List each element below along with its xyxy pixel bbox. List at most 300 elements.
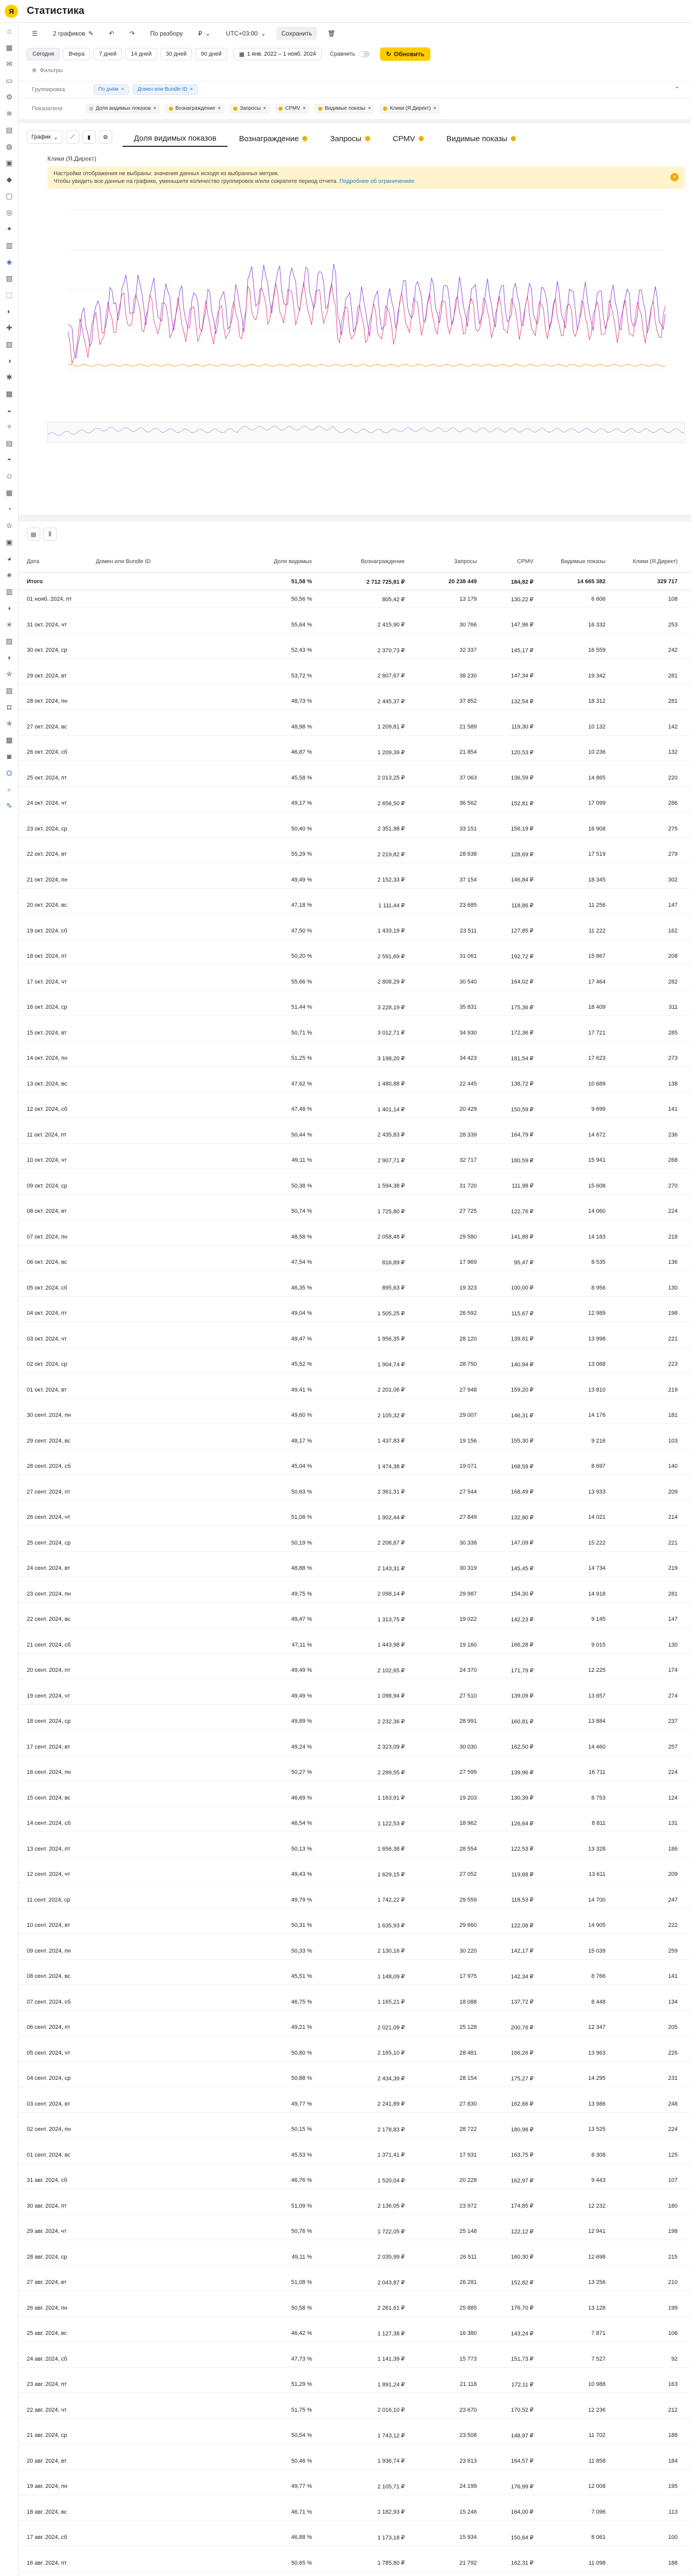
cell-cpmv: 152,82 ₽ <box>511 2279 533 2286</box>
cell-requests: 26 511 <box>460 2253 477 2260</box>
cell-cpmv: 159,20 ₽ <box>511 1387 533 1393</box>
cell-share: 51,25 % <box>291 1055 312 1061</box>
cell-date: 21 окт. 2024, пн <box>27 876 67 883</box>
cell-reward: 3 198,20 ₽ <box>377 1055 405 1062</box>
sidebar-nav-icon[interactable]: ▥ <box>6 587 13 596</box>
column-header[interactable]: Домен или Bundle ID <box>96 558 151 565</box>
table-row <box>19 2554 691 2572</box>
sidebar-nav-icon[interactable]: ✬ <box>6 570 12 579</box>
cell-cpmv: 147,34 ₽ <box>511 673 533 679</box>
metric-chip[interactable] <box>315 104 375 114</box>
column-header[interactable]: Доля видимых <box>273 558 312 565</box>
cell-clicks: 311 <box>668 1004 678 1010</box>
cell-reward: 1 148,09 ₽ <box>377 1973 405 1980</box>
sidebar-nav-icon[interactable]: ▦ <box>6 488 13 497</box>
cell-clicks: 224 <box>668 1769 678 1775</box>
sidebar-nav-icon[interactable]: ▩ <box>6 735 13 744</box>
cell-views: 13 611 <box>589 1871 606 1877</box>
cell-cpmv: 180,98 ₽ <box>511 2126 533 2133</box>
refresh-button[interactable] <box>380 47 430 61</box>
table-row <box>19 1738 691 1756</box>
sidebar-nav-icon[interactable]: ✯ <box>6 719 12 727</box>
cell-date: 29 сент. 2024, вс <box>27 1437 71 1444</box>
cell-requests: 21 118 <box>460 2381 477 2387</box>
sidebar-nav-icon[interactable]: ◙ <box>7 752 12 760</box>
date-range-label: 1 янв. 2022 – 1 нояб. 2024 <box>247 51 316 57</box>
cell-requests: 38 230 <box>459 672 477 679</box>
sidebar-nav-icon[interactable]: ▥ <box>6 241 13 249</box>
cell-cpmv: 154,30 ₽ <box>511 1591 533 1597</box>
cell-views: 10 236 <box>588 749 606 755</box>
cell-date: 19 авг. 2024, пн <box>27 2483 67 2489</box>
sidebar-nav-icon[interactable]: ◍ <box>6 142 13 150</box>
sidebar-nav-icon[interactable]: ✧ <box>6 422 12 431</box>
sidebar-nav-icon[interactable]: ▣ <box>6 158 13 167</box>
cell-share: 49,60 % <box>291 1412 312 1418</box>
sidebar-nav-icon[interactable]: ✚ <box>6 323 12 332</box>
partition-selector[interactable] <box>145 27 188 40</box>
cell-share: 47,11 % <box>291 1641 312 1648</box>
cell-reward: 2 013,25 ₽ <box>377 775 405 781</box>
sidebar-nav-icon[interactable]: ✫ <box>6 521 12 530</box>
table-row <box>19 2146 691 2164</box>
cell-clicks: 195 <box>668 2483 678 2489</box>
columns-button[interactable] <box>43 528 57 541</box>
timezone-selector[interactable] <box>221 27 271 40</box>
sidebar-nav-icon[interactable]: ▣ <box>6 537 13 546</box>
cell-cpmv: 192,72 ₽ <box>511 953 533 960</box>
cell-cpmv: 171,79 ₽ <box>511 1667 533 1674</box>
sidebar-nav-icon[interactable]: ◓ <box>7 455 12 464</box>
sidebar-nav-icon[interactable]: ⚙ <box>6 92 13 101</box>
cell-reward: 2 323,09 ₽ <box>377 1744 405 1750</box>
cell-views: 8 811 <box>592 1820 606 1826</box>
cell-views: 13 525 <box>588 2126 606 2132</box>
cell-requests: 18 088 <box>459 1998 477 2005</box>
close-icon[interactable]: × <box>189 87 193 92</box>
cell-date: 28 сент. 2024, сб <box>27 1463 71 1469</box>
cell-views: 16 711 <box>589 1769 606 1775</box>
period-button[interactable]: 90 дней <box>195 48 227 60</box>
cell-share: 51,44 % <box>291 1004 312 1010</box>
sidebar-nav-icon[interactable]: ◎ <box>6 208 13 216</box>
cell-views: 10 689 <box>588 1080 606 1087</box>
sidebar-nav-icon[interactable]: ◘ <box>7 703 12 711</box>
sidebar-nav-icon[interactable]: ✉ <box>6 59 12 68</box>
save-button[interactable]: Сохранить <box>276 27 317 40</box>
period-button[interactable]: 30 дней <box>160 48 192 60</box>
cell-date: 18 авг. 2024, вс <box>27 2509 67 2515</box>
cell-requests: 16 380 <box>459 2330 477 2336</box>
cell-share: 47,62 % <box>291 1080 312 1087</box>
cell-clicks: 131 <box>668 1820 678 1826</box>
close-icon[interactable]: × <box>263 106 266 111</box>
sidebar-nav-icon[interactable]: ▢ <box>6 191 13 200</box>
chart-navigator[interactable] <box>47 422 685 443</box>
cell-share: 48,58 % <box>291 1233 312 1240</box>
compare-toggle[interactable] <box>358 51 370 57</box>
column-header[interactable]: CPMV <box>517 558 533 565</box>
cell-requests: 17 975 <box>459 1973 477 1979</box>
cell-date: 02 сент. 2024, пн <box>27 2126 71 2132</box>
cell-views: 12 236 <box>588 2406 606 2413</box>
chart-tab[interactable] <box>382 130 435 147</box>
cell-date: 07 сент. 2024, сб <box>27 1998 71 2005</box>
table-row <box>19 2095 691 2113</box>
cell-views: 11 222 <box>589 927 606 934</box>
navigator-line <box>48 426 684 436</box>
chart-tab[interactable] <box>123 130 228 147</box>
cell-clicks: 285 <box>668 1029 678 1036</box>
redo-button[interactable] <box>125 27 140 40</box>
metric-chip[interactable] <box>230 104 270 114</box>
sidebar-nav-icon[interactable]: ✦ <box>6 224 12 233</box>
cell-requests: 23 511 <box>460 927 477 934</box>
cell-requests: 15 773 <box>459 2355 477 2362</box>
cell-cpmv: 127,85 ₽ <box>511 928 533 934</box>
column-header[interactable]: Запросы <box>454 558 477 565</box>
sidebar-nav-icon[interactable]: ▨ <box>6 686 13 694</box>
cell-requests: 27 544 <box>459 1488 477 1495</box>
cell-date: 21 авг. 2024, ср <box>27 2432 67 2438</box>
cell-requests: 23 972 <box>459 2202 477 2209</box>
sidebar-nav-icon[interactable]: ⛭ <box>6 768 12 777</box>
limits-warning <box>47 166 685 189</box>
table-row <box>19 1151 691 1169</box>
sidebar-nav-icon[interactable]: ⌕ <box>7 785 11 793</box>
collapse-icon[interactable]: ⌃ <box>674 86 680 93</box>
cell-share: 50,15 % <box>291 2126 312 2132</box>
cell-views: 7 527 <box>591 2355 606 2362</box>
limits-link[interactable]: Подробнее об ограничениях <box>339 178 414 184</box>
chart-tab-label: Видимые показы <box>446 134 508 143</box>
sidebar <box>0 23 19 2576</box>
metric-chip[interactable] <box>165 104 224 114</box>
sidebar-nav-icon[interactable]: ⬚ <box>6 290 13 299</box>
cell-clicks: 248 <box>668 2100 678 2107</box>
cell-views: 15 941 <box>588 1157 606 1163</box>
chart-tab-color-dot <box>365 136 370 141</box>
sidebar-nav-icon[interactable]: ◔ <box>7 505 12 513</box>
cell-reward: 1 936,74 ₽ <box>377 2458 405 2464</box>
period-button[interactable]: 14 дней <box>125 48 157 60</box>
sidebar-nav-icon[interactable]: ✭ <box>6 620 12 629</box>
close-icon[interactable]: × <box>217 106 221 111</box>
cell-requests: 19 203 <box>459 1794 477 1801</box>
cell-reward: 2 058,48 ₽ <box>377 1234 405 1240</box>
table-row <box>19 667 691 685</box>
cell-requests: 28 481 <box>459 2049 477 2056</box>
cell-views: 8 535 <box>591 1259 606 1265</box>
sidebar-nav-icon[interactable]: ▤ <box>6 125 13 134</box>
sidebar-nav-icon[interactable]: ◒ <box>7 406 12 414</box>
cell-clicks: 268 <box>668 1157 678 1163</box>
close-icon[interactable]: × <box>670 173 679 181</box>
chart-svg <box>47 199 685 416</box>
sidebar-nav-icon[interactable]: ▤ <box>6 438 13 447</box>
cell-reward: 1 141,39 ₽ <box>377 2356 405 2362</box>
cell-clicks: 274 <box>668 1692 678 1699</box>
cell-views: 13 657 <box>588 1692 606 1699</box>
sidebar-nav-icon[interactable]: ✱ <box>6 372 12 381</box>
cell-reward: 2 043,87 ₽ <box>377 2279 405 2286</box>
metric-color-dot <box>279 107 283 111</box>
cell-views: 13 998 <box>588 1335 606 1342</box>
cell-date: 23 сент. 2024, пн <box>27 1590 71 1597</box>
close-icon[interactable]: × <box>121 87 125 92</box>
cell-reward: 2 219,82 ₽ <box>377 851 405 858</box>
cell-reward: 1 785,80 ₽ <box>377 2560 405 2566</box>
cell-views: 18 312 <box>588 698 606 704</box>
cell-share: 50,58 % <box>291 2304 312 2311</box>
sidebar-nav-icon[interactable]: ≋ <box>6 109 12 117</box>
table-row <box>19 2197 691 2215</box>
cell-requests: 30 220 <box>459 1947 477 1954</box>
cell-requests: 31 720 <box>459 1182 477 1189</box>
cell-share: 49,89 % <box>291 1718 312 1724</box>
cell-clicks: 286 <box>668 800 678 806</box>
cell-requests: 24 370 <box>459 1667 477 1673</box>
sidebar-nav-icon[interactable]: ▧ <box>6 274 13 282</box>
cell-clicks: 130 <box>668 1284 678 1291</box>
cell-views: 14 176 <box>588 1412 606 1418</box>
chart-tab-label: Запросы <box>330 134 361 143</box>
cell-clicks: 132 <box>668 749 678 755</box>
data-table <box>19 521 691 2576</box>
column-header[interactable]: Видимые показы <box>561 558 606 565</box>
cell-reward: 2 808,29 ₽ <box>377 979 405 985</box>
cell-views: 12 347 <box>588 2024 606 2030</box>
trash-icon: 🗑 <box>327 30 336 37</box>
cell-reward: 895,63 ₽ <box>382 1285 405 1291</box>
table-row <box>19 1483 691 1501</box>
cell-views: 14 060 <box>588 1208 606 1214</box>
cell-clicks: 275 <box>668 825 678 832</box>
cell-date: 09 окт. 2024, ср <box>27 1182 67 1189</box>
calendar-icon: ▦ <box>239 51 245 58</box>
cell-views: 14 700 <box>588 1896 606 1903</box>
grouping-chip[interactable] <box>133 84 198 95</box>
cell-clicks: 92 <box>671 2355 678 2362</box>
cell-requests: 27 599 <box>459 1769 477 1775</box>
cell-date: 11 сент. 2024, ср <box>27 1896 71 1903</box>
sidebar-nav-icon[interactable]: ◖ <box>7 604 12 612</box>
table-row <box>19 2172 691 2189</box>
sidebar-nav-icon[interactable]: ▨ <box>6 340 13 348</box>
table-row <box>19 2503 691 2521</box>
compare-control[interactable] <box>330 51 370 57</box>
sidebar-nav-icon[interactable]: ✎ <box>6 801 12 810</box>
sidebar-nav-icon[interactable]: ▭ <box>6 76 13 84</box>
cell-reward: 1 163,91 ₽ <box>377 1795 405 1801</box>
sidebar-nav-icon[interactable]: ✩ <box>6 471 12 480</box>
cell-reward: 2 299,55 ₽ <box>377 1769 405 1776</box>
cell-share: 50,20 % <box>291 953 312 959</box>
table-row <box>19 2019 691 2036</box>
sidebar-nav-icon[interactable]: ◈ <box>6 257 12 266</box>
cell-views: 12 941 <box>588 2228 606 2234</box>
chart-tab[interactable] <box>319 130 382 147</box>
cell-views: 14 918 <box>588 1590 606 1597</box>
cell-date: 10 сент. 2024, вт <box>27 1922 71 1928</box>
cell-cpmv: 141,88 ₽ <box>511 1234 533 1240</box>
cell-date: 25 окт. 2024, пт <box>27 774 67 781</box>
sidebar-nav-icon[interactable]: ✮ <box>6 669 12 678</box>
cell-share: 46,54 % <box>291 1820 312 1826</box>
metric-chip[interactable] <box>85 104 160 114</box>
table-row <box>19 1202 691 1220</box>
cell-requests: 18 962 <box>459 1820 477 1826</box>
cell-requests: 30 540 <box>459 978 477 985</box>
cell-cpmv: 100,00 ₽ <box>511 1285 533 1291</box>
date-range-picker[interactable] <box>233 48 321 60</box>
cell-views: 14 734 <box>588 1565 606 1571</box>
cell-views: 6 606 <box>591 596 606 602</box>
metric-color-dot <box>89 107 93 111</box>
table-view-button[interactable] <box>27 528 40 541</box>
cell-clicks: 124 <box>668 1794 678 1801</box>
sidebar-toggle-button[interactable] <box>27 27 43 40</box>
undo-button[interactable] <box>104 27 119 40</box>
grouping-chip-label: По дням <box>98 87 119 92</box>
chart-type-selector[interactable] <box>27 130 63 144</box>
delete-button[interactable] <box>322 27 340 40</box>
cell-views: 19 342 <box>588 672 606 679</box>
sidebar-nav-icon[interactable]: ⌂ <box>7 27 12 35</box>
chart-tab[interactable] <box>228 130 319 147</box>
period-button[interactable]: Сегодня <box>27 48 60 60</box>
cell-clicks: 108 <box>668 596 678 602</box>
cell-share: 50,19 % <box>291 1539 312 1546</box>
graphs-selector[interactable] <box>48 27 99 40</box>
close-icon[interactable]: × <box>368 106 371 111</box>
close-icon[interactable]: × <box>433 106 437 111</box>
cell-requests: 15 934 <box>459 2534 477 2540</box>
cell-clicks: 279 <box>668 851 678 857</box>
cell-requests: 27 830 <box>459 2100 477 2107</box>
table-row <box>19 1815 691 1832</box>
cell-cpmv: 132,54 ₽ <box>511 698 533 705</box>
cell-reward: 1 520,04 ₽ <box>377 2177 405 2184</box>
cell-date: 25 сент. 2024, ср <box>27 1539 71 1546</box>
cell-views: 9 145 <box>591 1616 606 1622</box>
cell-share: 50,80 % <box>291 2049 312 2056</box>
bar-chart-button[interactable] <box>82 130 96 144</box>
cell-cpmv: 166,26 ₽ <box>511 2050 533 2056</box>
cell-date: 26 сент. 2024, чт <box>27 1514 71 1520</box>
settings-button[interactable] <box>99 130 112 144</box>
app-logo[interactable] <box>2 2 21 21</box>
cell-requests: 25 885 <box>459 2304 477 2311</box>
sidebar-nav-icon[interactable]: ◑ <box>7 357 12 365</box>
table-row <box>19 1458 691 1475</box>
table-row <box>19 871 691 889</box>
cell-requests: 28 991 <box>459 1718 477 1724</box>
cell-date: 19 окт. 2024, сб <box>27 927 67 934</box>
cell-date: 11 окт. 2024, пт <box>27 1131 67 1138</box>
period-button[interactable]: Вчера <box>63 48 90 60</box>
cell-reward: 2 098,14 ₽ <box>377 1591 405 1597</box>
groupings-label: Группировка <box>32 86 65 93</box>
sidebar-nav-icon[interactable]: ◗ <box>7 653 12 662</box>
column-header[interactable]: Вознаграждение <box>360 558 405 565</box>
filters-label: Фильтры <box>40 67 63 74</box>
sidebar-nav-icon[interactable]: ◐ <box>7 307 12 315</box>
cell-clicks: 281 <box>668 672 678 679</box>
metric-chip[interactable] <box>275 104 309 114</box>
cell-views: 18 345 <box>588 876 606 883</box>
cell-share: 47,73 % <box>291 2355 312 2362</box>
sidebar-nav-icon[interactable]: ◆ <box>6 175 12 183</box>
graphs-label: 2 графиков <box>53 30 85 37</box>
currency-selector[interactable] <box>193 27 216 40</box>
cell-views: 16 332 <box>588 621 606 628</box>
cell-cpmv: 146,84 ₽ <box>511 877 533 883</box>
chart-tab[interactable] <box>435 130 527 147</box>
close-icon[interactable]: × <box>302 106 306 111</box>
close-icon[interactable]: × <box>153 106 157 111</box>
metric-chip[interactable] <box>379 104 440 114</box>
cell-views: 13 986 <box>588 2100 606 2107</box>
cell-clicks: 281 <box>668 698 678 704</box>
cell-share: 51,75 % <box>291 2406 312 2413</box>
cell-requests: 30 338 <box>459 1539 477 1546</box>
cell-share: 46,76 % <box>291 2177 312 2183</box>
cell-clicks: 242 <box>668 647 678 653</box>
filters-toggle[interactable] <box>32 67 63 74</box>
grouping-chip[interactable] <box>94 84 129 95</box>
cell-views: 13 933 <box>588 1488 606 1495</box>
sidebar-nav-icon[interactable]: ▩ <box>6 389 13 398</box>
cell-share: 47,48 % <box>291 1106 312 1112</box>
cell-share: 49,49 % <box>291 1667 312 1673</box>
refresh-label: Обновить <box>393 50 425 58</box>
cell-views: 10 988 <box>588 2381 606 2387</box>
cell-clicks: 138 <box>668 1080 678 1087</box>
cell-requests: 29 660 <box>459 1922 477 1928</box>
cell-share: 53,72 % <box>291 672 312 679</box>
cell-clicks: 236 <box>668 1131 678 1138</box>
cell-reward: 2 208,87 ₽ <box>377 1540 405 1546</box>
compare-label: Сравнить <box>330 51 355 57</box>
cell-share: 46,71 % <box>291 2509 312 2515</box>
edit-icon: ✎ <box>88 30 94 37</box>
cell-requests: 34 930 <box>459 1029 477 1036</box>
cell-share: 50,44 % <box>291 1131 312 1138</box>
cell-requests: 21 792 <box>459 2560 477 2566</box>
cell-clicks: 209 <box>668 1871 678 1877</box>
cell-requests: 35 831 <box>459 1004 477 1010</box>
column-header[interactable]: Клики (Я.Директ) <box>632 558 678 565</box>
cell-reward: 2 415,90 ₽ <box>377 622 405 628</box>
column-header[interactable]: Дата <box>27 558 40 565</box>
cell-requests: 28 750 <box>459 1361 477 1367</box>
period-button[interactable]: 7 дней <box>93 48 122 60</box>
cell-date: 17 сент. 2024, вт <box>27 1743 71 1750</box>
sidebar-nav-icon[interactable]: ◕ <box>7 554 12 563</box>
line-chart <box>47 199 685 416</box>
chart-tab-color-dot <box>302 136 307 141</box>
sidebar-nav-icon[interactable]: ▦ <box>6 43 13 52</box>
sidebar-nav-icon[interactable]: ▧ <box>6 636 13 645</box>
line-chart-button[interactable] <box>66 130 79 144</box>
cell-cpmv: 160,81 ₽ <box>511 1718 533 1725</box>
cell-clicks: 253 <box>668 621 678 628</box>
cell-reward: 2 370,73 ₽ <box>377 647 405 654</box>
cell-cpmv: 145,45 ₽ <box>511 1565 533 1572</box>
cell-cpmv: 163,75 ₽ <box>511 2152 533 2158</box>
cell-cpmv: 162,97 ₽ <box>511 2177 533 2184</box>
